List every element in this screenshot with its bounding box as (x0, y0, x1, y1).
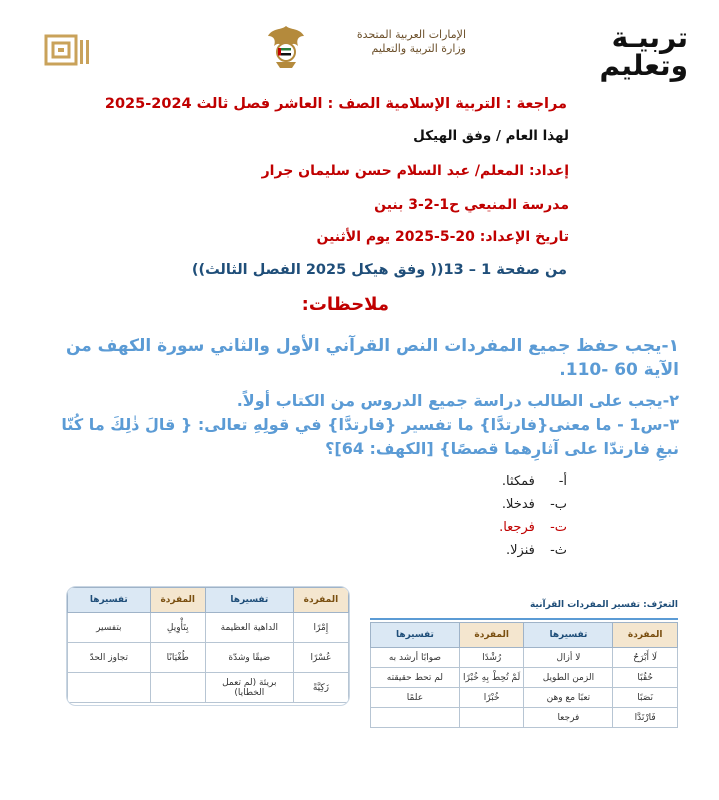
ministry-line2: وزارة التربية والتعليم (371, 42, 466, 55)
brand-line2: وتعليم (599, 49, 688, 82)
vocab-table-right-title: التعرّف: تفسير المفردات القرآنية (370, 600, 678, 620)
option-text: فرجعا. (499, 520, 535, 535)
doc-date: تاريخ الإعداد: 20-5-2025 يوم الأثنين (316, 229, 569, 245)
table-cell: علمًا (371, 688, 460, 708)
ministry-name (316, 28, 466, 56)
option-a (502, 474, 567, 489)
table-cell: الزمن الطويل (524, 668, 613, 688)
table-row (371, 708, 678, 728)
table-cell: خُبْرًا (459, 688, 524, 708)
doc-pages: من صفحة 1 – 13(( وفق هيكل 2025 الفصل الثالث)) (191, 262, 567, 278)
option-text: فدخلا. (501, 497, 535, 512)
table-cell: لا أزال (524, 648, 613, 668)
col-header: المفردة (613, 623, 678, 648)
table-cell: تعبًا مع وهن (524, 688, 613, 708)
table-cell: لم تحط حقيقته (371, 668, 460, 688)
table-row (68, 673, 349, 703)
option-b (502, 497, 567, 512)
note-1: ١-يجب حفظ جميع المفردات النص القرآني الأول والثاني سورة الكهف من الآية 60 -110. (65, 336, 679, 380)
table-cell (459, 708, 524, 728)
table-cell: صوابًا أرشد به (371, 648, 460, 668)
table-cell: تجاوز الحدّ (68, 643, 151, 673)
table-row (371, 648, 678, 668)
table-cell: بِتَأْوِيلِ (150, 613, 205, 643)
col-header: المفردة (293, 588, 348, 613)
option-c-correct (499, 520, 567, 535)
table-cell (371, 708, 460, 728)
doc-year-line: لهذا العام / وفق الهيكل (413, 128, 569, 144)
doc-school: مدرسة المنيعي ح1-2-3 بنين (374, 197, 569, 213)
option-d (506, 543, 567, 558)
ministry-line1: الإمارات العربية المتحدة (356, 28, 466, 41)
option-text: فمكثا. (501, 474, 535, 489)
table-row (68, 643, 349, 673)
table-row (371, 688, 678, 708)
notes-heading: ملاحظات: (301, 294, 389, 315)
doc-prepared-by: إعداد: المعلم/ عبد السلام حسن سليمان جرار (261, 163, 569, 179)
table-cell: بتفسير (68, 613, 151, 643)
table-cell (68, 673, 151, 703)
col-header: المفردة (150, 588, 205, 613)
table-cell: زَكِيَّةً (293, 673, 348, 703)
table-cell: الداهية العظيمة (205, 613, 293, 643)
table-cell: ضيقًا وشدّة (205, 643, 293, 673)
table-cell: فَارْتَدَّا (613, 708, 678, 728)
table-cell: بريئة (لم تعمل الخطايا) (205, 673, 293, 703)
note-3-question: ٣-س1 - ما معنى{فارتدَّا} ما تفسير {فارتدَّا} في قولِهِ تعالى: { قالَ ذٰلِكَ ما كُنّا نبغِ فارتدّا على آثارِهما قصصًا} [الكهف: 64]؟ (61, 415, 679, 458)
table-cell: نَصَبًا (613, 688, 678, 708)
table-cell: لَمْ تُحِطْ بِهِ خُبْرًا (459, 668, 524, 688)
side-logo-icon (44, 34, 96, 68)
col-header: تفسيرها (524, 623, 613, 648)
table-cell: لَا أَبْرَحُ (613, 648, 678, 668)
table-row (371, 668, 678, 688)
vocab-table-left (66, 586, 350, 706)
table-cell: حُقُبًا (613, 668, 678, 688)
note-2: ٢-يجب على الطالب دراسة جميع الدروس من الكتاب أولاً. (236, 391, 679, 410)
table-cell (150, 673, 205, 703)
col-header: المفردة (459, 623, 524, 648)
table-cell: طُغْيَانًا (150, 643, 205, 673)
option-label: أ- (558, 474, 567, 489)
table-cell: إِمْرًا (293, 613, 348, 643)
table-cell: عُسْرًا (293, 643, 348, 673)
table-cell: فرجعا (524, 708, 613, 728)
brand-line1: تربيـة (611, 21, 688, 54)
col-header: تفسيرها (68, 588, 151, 613)
doc-title: مراجعة : التربية الإسلامية الصف : العاشر فصل ثالث 2024-2025 (104, 96, 567, 112)
table-cell: رُشْدًا (459, 648, 524, 668)
table-row (68, 613, 349, 643)
vocab-table-right (370, 622, 678, 728)
answer-options (367, 474, 567, 564)
col-header: تفسيرها (371, 623, 460, 648)
option-text: فنزلا. (506, 543, 535, 558)
brand-logo (576, 21, 688, 84)
col-header: تفسيرها (205, 588, 293, 613)
option-label: ث- (550, 543, 567, 558)
option-label: ب- (550, 497, 567, 512)
uae-emblem-icon (264, 22, 308, 72)
option-label: ت- (550, 520, 567, 535)
